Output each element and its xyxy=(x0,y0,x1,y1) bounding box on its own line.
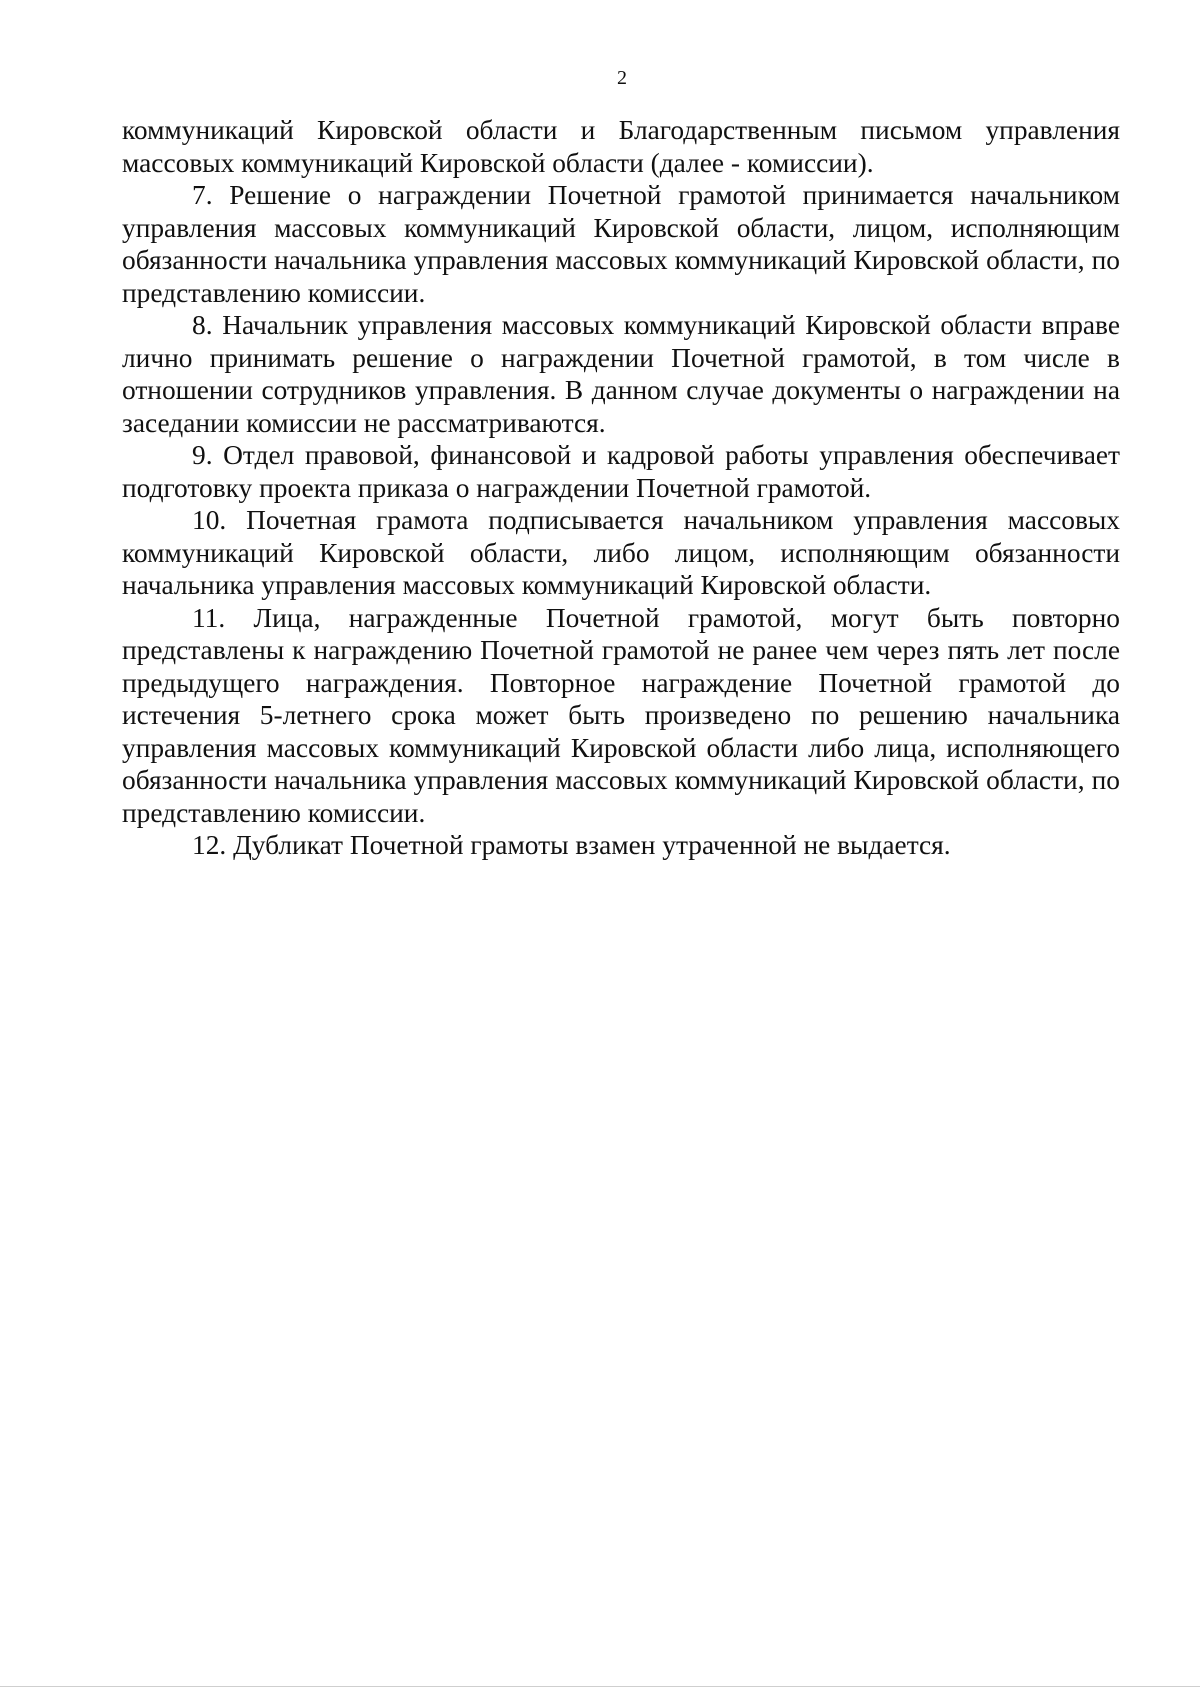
paragraph-8: 8. Начальник управления массовых коммуникаций Кировской области вправе лично принимать решение о награждении Почетной грамотой, в том числе в отношении сотрудников управления. В данном случае документы о награждении на заседании комиссии не рассматриваются. xyxy=(122,310,1120,438)
paragraph-9: 9. Отдел правовой, финансовой и кадровой работы управления обеспечивает подготовку проекта приказа о награждении Почетной грамотой. xyxy=(122,440,1120,503)
paragraph-continuation: коммуникаций Кировской области и Благодарственным письмом управления массовых коммуникаций Кировской области (далее - комиссии). xyxy=(122,115,1120,178)
paragraph-12: 12. Дубликат Почетной грамоты взамен утраченной не выдается. xyxy=(192,830,951,860)
paragraph-11: 11. Лица, награжденные Почетной грамотой, могут быть повторно представлены к награждению Почетной грамотой не ранее чем через пять лет после предыдущего награждения. Повторное награждение Почетной грамотой до истечения 5-летнего срока может быть произведено по решению начальника управления массовых коммуникаций Кировской области либо лица, исполняющего обязанности начальника управления массовых коммуникаций Кировской области, по представлению комиссии. xyxy=(122,602,1120,828)
paragraph-7: 7. Решение о награждении Почетной грамотой принимается начальником управления массовых коммуникаций Кировской области, лицом, исполняющим обязанности начальника управления массовых коммуникаций Кировской области, по представлению комиссии. xyxy=(122,180,1120,308)
page-number: 2 xyxy=(617,67,627,89)
document-body xyxy=(122,114,1120,862)
paragraph-10: 10. Почетная грамота подписывается начальником управления массовых коммуникаций Кировской области, либо лицом, исполняющим обязанности начальника управления массовых коммуникаций Кировской области. xyxy=(122,505,1120,600)
page-bottom-divider xyxy=(0,1686,1200,1687)
